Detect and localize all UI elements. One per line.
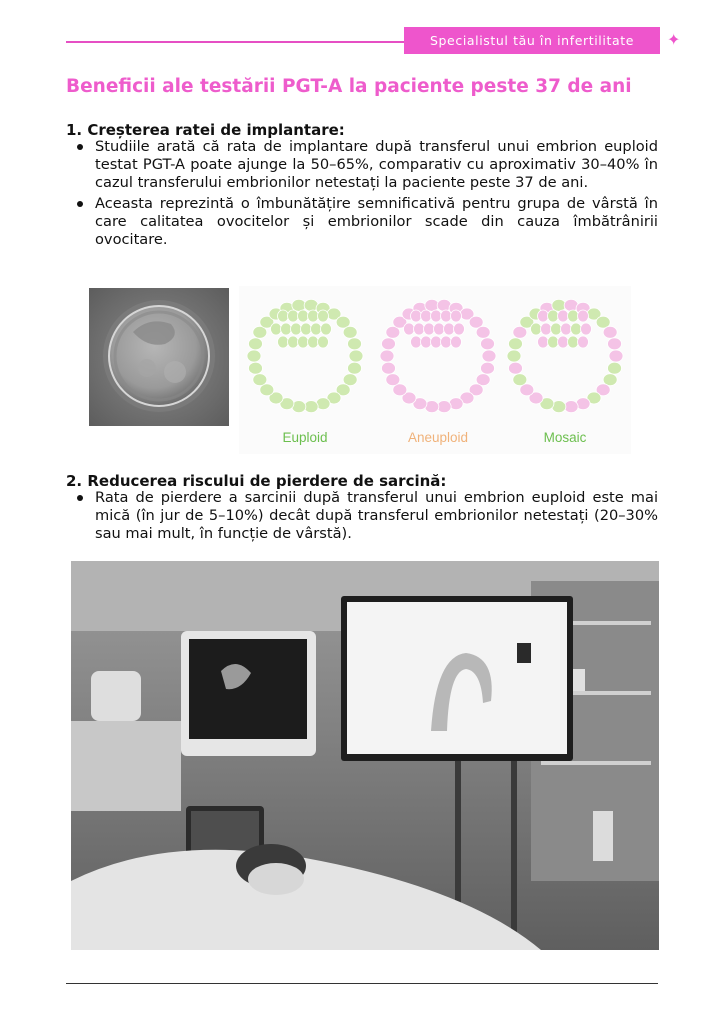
header-badge: Specialistul tău în infertilitate	[404, 27, 660, 54]
page-title: Beneficii ale testării PGT-A la paciente peste 37 de ani	[66, 76, 632, 97]
euploid-label: Euploid	[282, 430, 328, 445]
list-item: Rata de pierdere a sarcinii după transferul unui embrion euploid este mai mică (în jur de 5–10%) decât după transferul embrionilor netestați (20–30% sau mai mult, în funcție de vârstă).	[66, 489, 658, 544]
inner-cell-mass-cell	[561, 323, 572, 335]
inner-cell-mass-cell	[298, 336, 309, 348]
inner-cell-mass-cell	[551, 323, 562, 335]
inner-cell-mass-cell	[451, 310, 462, 322]
section-1-heading: 1. Creșterea ratei de implantare:	[66, 121, 345, 139]
section-2-heading: 2. Reducerea riscului de pierdere de sarcină:	[66, 472, 447, 490]
inner-cell-mass-cell	[548, 310, 559, 322]
trophectoderm-cell	[508, 338, 522, 350]
trophectoderm-cell	[476, 326, 490, 338]
trophectoderm-cell	[381, 338, 395, 350]
inner-cell-mass-cell	[431, 336, 442, 348]
inner-cell-mass-cell	[568, 336, 579, 348]
inner-cell-mass-cell	[291, 323, 302, 335]
list-item: Aceasta reprezintă o îmbunătățire semnificativă pentru grupa de vârstă în care calitatea ovocitelor și embrionilor scade din cauza îmbătrânirii ovocitare.	[66, 195, 658, 250]
trophectoderm-cell	[386, 374, 400, 386]
mosaic-label: Mosaic	[543, 430, 587, 445]
embryo-figure	[89, 286, 631, 454]
inner-cell-mass-cell	[431, 310, 442, 322]
inner-cell-mass-cell	[444, 323, 455, 335]
inner-cell-mass-cell	[581, 323, 592, 335]
ploidy-diagram	[239, 286, 631, 454]
trophectoderm-cell	[348, 362, 362, 374]
inner-cell-mass-cell	[288, 310, 299, 322]
inner-cell-mass-cell	[308, 310, 319, 322]
trophectoderm-cell	[513, 374, 527, 386]
trophectoderm-cell	[508, 362, 522, 374]
inner-cell-mass-cell	[451, 336, 462, 348]
trophectoderm-cell	[343, 326, 357, 338]
trophectoderm-cell	[348, 338, 362, 350]
inner-cell-mass-cell	[571, 323, 582, 335]
trophectoderm-cell	[482, 350, 496, 362]
inner-cell-mass-cell	[271, 323, 282, 335]
trophectoderm-cell	[253, 374, 267, 386]
trophectoderm-cell	[481, 338, 495, 350]
trophectoderm-cell	[247, 350, 261, 362]
inner-cell-mass-cell	[578, 310, 589, 322]
inner-cell-mass-cell	[558, 336, 569, 348]
inner-cell-mass-cell	[538, 336, 549, 348]
inner-cell-mass-cell	[278, 336, 289, 348]
trophectoderm-cell	[248, 338, 262, 350]
trophectoderm-cell	[481, 362, 495, 374]
embryo-transfer-photo	[71, 561, 659, 950]
inner-cell-mass-cell	[548, 336, 559, 348]
inner-cell-mass-cell	[558, 310, 569, 322]
inner-cell-mass-cell	[578, 336, 589, 348]
inner-cell-mass-cell	[421, 336, 432, 348]
trophectoderm-cell	[380, 350, 394, 362]
trophectoderm-cell	[609, 350, 623, 362]
inner-cell-mass-cell	[411, 310, 422, 322]
inner-cell-mass-cell	[318, 336, 329, 348]
inner-cell-mass-cell	[441, 310, 452, 322]
inner-cell-mass-cell	[454, 323, 465, 335]
inner-cell-mass-cell	[568, 310, 579, 322]
inner-cell-mass-cell	[278, 310, 289, 322]
inner-cell-mass-cell	[404, 323, 415, 335]
inner-cell-mass-cell	[318, 310, 329, 322]
inner-cell-mass-cell	[321, 323, 332, 335]
sparkle-icon: ✦	[667, 30, 681, 49]
inner-cell-mass-cell	[424, 323, 435, 335]
inner-cell-mass-cell	[311, 323, 322, 335]
inner-cell-mass-cell	[531, 323, 542, 335]
header-rule	[66, 41, 404, 43]
trophectoderm-cell	[608, 362, 622, 374]
section-1-list	[66, 138, 658, 251]
section-2-list	[66, 489, 658, 546]
inner-cell-mass-cell	[288, 336, 299, 348]
inner-cell-mass-cell	[308, 336, 319, 348]
inner-cell-mass-cell	[441, 336, 452, 348]
list-item: Studiile arată că rata de implantare după transferul unui embrion euploid testat PGT-A poate ajunge la 50–65%, comparativ cu aproximativ 30–40% în cazul transferului embrionilor netestați la paciente peste 37 de ani.	[66, 138, 658, 193]
aneuploid-label: Aneuploid	[407, 430, 469, 445]
inner-cell-mass-cell	[281, 323, 292, 335]
trophectoderm-cell	[603, 326, 617, 338]
trophectoderm-cell	[507, 350, 521, 362]
trophectoderm-cell	[608, 338, 622, 350]
inner-cell-mass-cell	[421, 310, 432, 322]
inner-cell-mass-cell	[541, 323, 552, 335]
inner-cell-mass-cell	[411, 336, 422, 348]
trophectoderm-cell	[248, 362, 262, 374]
inner-cell-mass-cell	[301, 323, 312, 335]
inner-cell-mass-cell	[538, 310, 549, 322]
trophectoderm-cell	[349, 350, 363, 362]
inner-cell-mass-cell	[414, 323, 425, 335]
blastocyst-photo	[89, 288, 229, 426]
footer-rule	[66, 983, 658, 984]
inner-cell-mass-cell	[434, 323, 445, 335]
trophectoderm-cell	[381, 362, 395, 374]
inner-cell-mass-cell	[298, 310, 309, 322]
